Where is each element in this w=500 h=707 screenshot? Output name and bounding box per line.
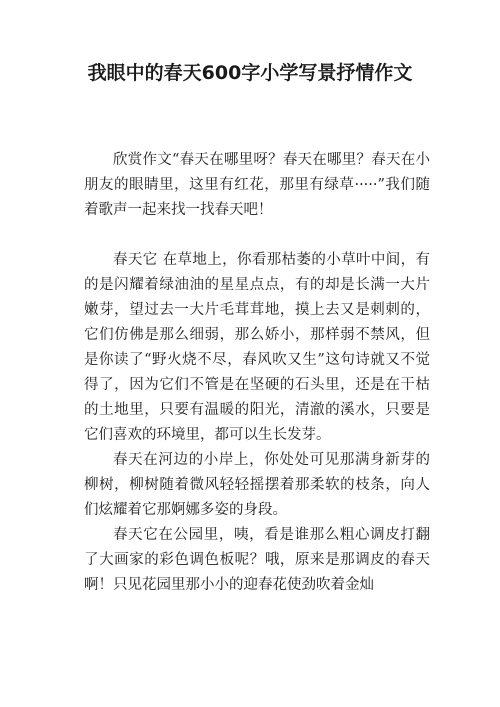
article-body <box>84 148 430 598</box>
paragraph-park: 春天它在公园里，咦，看是谁那么粗心调皮打翻了大画家的彩色调色板呢？哦，原来是那调皮的春天啊！只见花园里那小小的迎春花使劲吹着金灿 <box>84 527 430 593</box>
article-title: 我眼中的春天600字小学写景抒情作文 <box>87 62 413 84</box>
paragraph-intro: 欣赏作文“春天在哪里呀？春天在哪里？春天在小朋友的眼睛里，这里有红花，那里有绿草·····”我们随着歌声一起来找一找春天吧！ <box>84 152 430 218</box>
paragraph-riverbank: 春天在河边的小岸上，你处处可见那满身新芽的柳树，柳树随着微风轻轻摇摆着那柔软的枝条，向人们炫耀着它那婀娜多姿的身段。 <box>84 452 430 518</box>
paragraph-grass: 春天它 在草地上，你看那枯萎的小草叶中间，有的是闪耀着绿油油的星星点点，有的却是长满一大片嫩芽，望过去一大片毛茸茸地，摸上去又是刺刺的，它们仿佛是那么细弱，那么娇小，那样弱不禁风，但是你读了“野火烧不尽，春风吹又生”这句诗就又不觉得了，因为它们不管是在坚硬的石头里，还是在干枯的土地里，只要有温暖的阳光，清澈的溪水，只要是它们喜欢的环境里，都可以生长发芽。 <box>84 252 430 443</box>
